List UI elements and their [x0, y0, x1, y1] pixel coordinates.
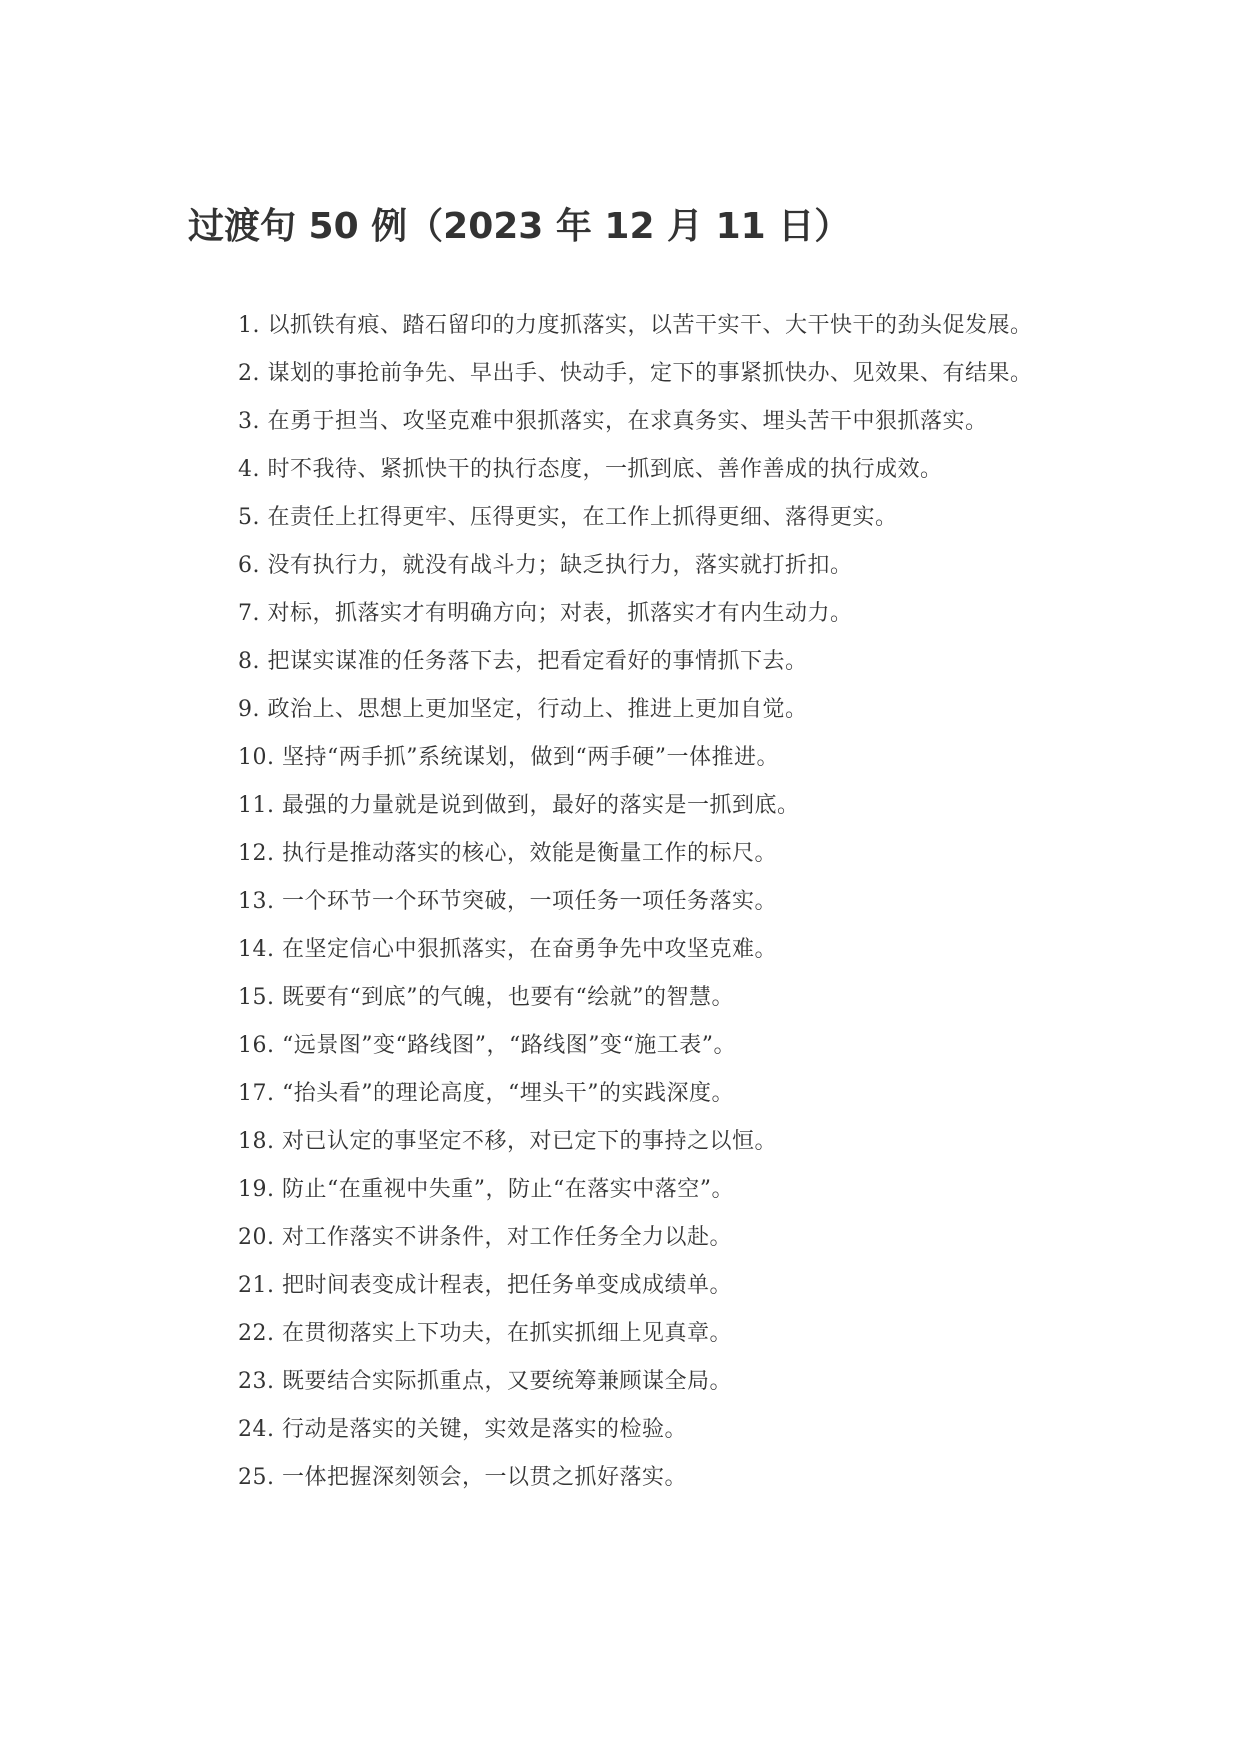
list-item: 18. 对已认定的事坚定不移，对已定下的事持之以恒。	[238, 1129, 777, 1154]
list-item: 22. 在贯彻落实上下功夫，在抓实抓细上见真章。	[238, 1321, 732, 1346]
list-item: 17. “抬头看”的理论高度，“埋头干”的实践深度。	[238, 1081, 734, 1106]
list-item: 2. 谋划的事抢前争先、早出手、快动手，定下的事紧抓快办、见效果、有结果。	[238, 361, 1033, 386]
list-item: 21. 把时间表变成计程表，把任务单变成成绩单。	[238, 1273, 732, 1298]
list-item: 9. 政治上、思想上更加坚定，行动上、推进上更加自觉。	[238, 697, 808, 722]
list-item: 3. 在勇于担当、攻坚克难中狠抓落实，在求真务实、埋头苦干中狠抓落实。	[238, 409, 988, 434]
list-item: 10. 坚持“两手抓”系统谋划，做到“两手硬”一体推进。	[238, 745, 779, 770]
list-item: 19. 防止“在重视中失重”，防止“在落实中落空”。	[238, 1177, 734, 1202]
list-item: 14. 在坚定信心中狠抓落实，在奋勇争先中攻坚克难。	[238, 937, 777, 962]
list-item: 23. 既要结合实际抓重点，又要统筹兼顾谋全局。	[238, 1369, 732, 1394]
list-item: 25. 一体把握深刻领会，一以贯之抓好落实。	[238, 1465, 687, 1490]
list-item: 6. 没有执行力，就没有战斗力；缺乏执行力，落实就打折扣。	[238, 553, 853, 578]
list-item: 8. 把谋实谋准的任务落下去，把看定看好的事情抓下去。	[238, 649, 808, 674]
list-item: 7. 对标，抓落实才有明确方向；对表，抓落实才有内生动力。	[238, 601, 853, 626]
list-item: 16. “远景图”变“路线图”，“路线图”变“施工表”。	[238, 1033, 736, 1058]
list-item: 13. 一个环节一个环节突破，一项任务一项任务落实。	[238, 889, 777, 914]
list-item: 15. 既要有“到底”的气魄，也要有“绘就”的智慧。	[238, 985, 734, 1010]
list-item: 5. 在责任上扛得更牢、压得更实，在工作上抓得更细、落得更实。	[238, 505, 898, 530]
list-item: 11. 最强的力量就是说到做到，最好的落实是一抓到底。	[238, 793, 800, 818]
list-item: 4. 时不我待、紧抓快干的执行态度，一抓到底、善作善成的执行成效。	[238, 457, 943, 482]
list-item: 20. 对工作落实不讲条件，对工作任务全力以赴。	[238, 1225, 732, 1250]
list-item: 12. 执行是推动落实的核心，效能是衡量工作的标尺。	[238, 841, 777, 866]
transition-sentence-list	[188, 309, 1053, 1509]
list-item: 1. 以抓铁有痕、踏石留印的力度抓落实，以苦干实干、大干快干的劲头促发展。	[238, 313, 1033, 338]
list-item: 24. 行动是落实的关键，实效是落实的检验。	[238, 1417, 687, 1442]
document-title: 过渡句 50 例（2023 年 12 月 11 日）	[188, 206, 851, 247]
